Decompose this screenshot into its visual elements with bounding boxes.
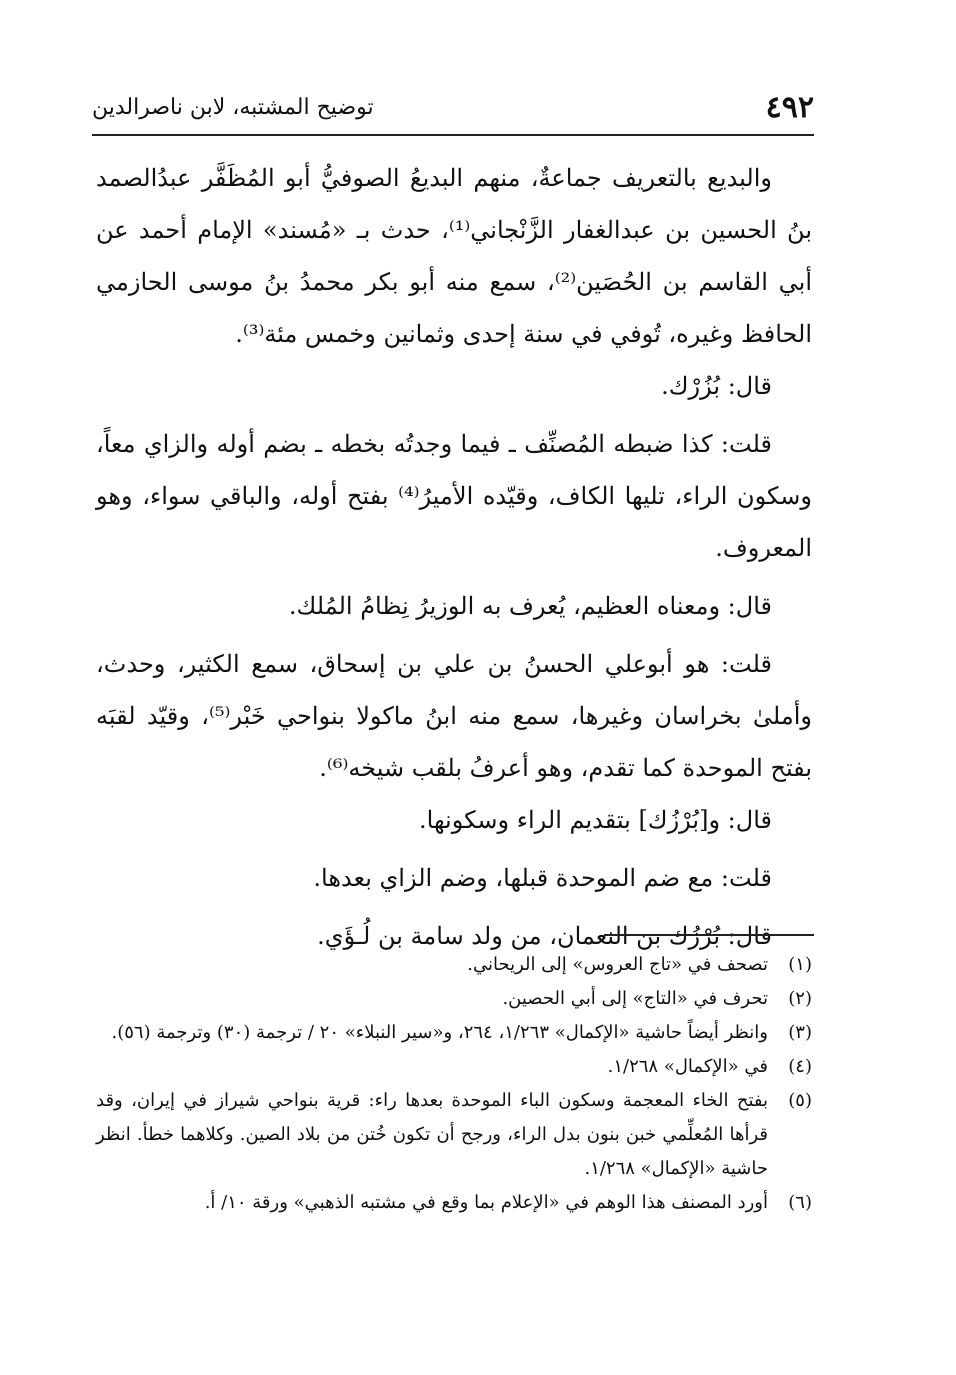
paragraph-qala-manahu: قال: ومعناه العظيم، يُعرف به الوزيرُ نِظامُ المُلك. [288, 592, 772, 620]
paragraph-qultu-dabt: قلت: كذا ضبطه المُصنِّف ـ فيما وجدتُه بخطه ـ بضم أوله والزاي معاً، وسكون الراء، تليها الكاف، وقيّده الأميرُ⁽⁴⁾ بفتح أوله، والباقي سواء، وهو المعروف. [96, 430, 812, 562]
paragraph-qultu-abu-ali: قلت: هو أبوعلي الحسنُ بن علي بن إسحاق، سمع الكثير، وحدث، وأملىٰ بخراسان وغيرها، سمع منه ابنُ ماكولا بنواحي خَبْر⁽⁵⁾، وقيّد لقبَه بفتح الموحدة كما تقدم، وهو أعرفُ بلقب شيخه⁽⁶⁾. [96, 650, 812, 782]
paragraph-qala-numan: قال: بُرْزُك بن النعمان، من ولد سامة بن لُـؤَي. [317, 922, 772, 950]
footnote-text: بفتح الخاء المعجمة وسكون الباء الموحدة بعدها راء: قرية بنواحي شيراز في إيران، وقد قرأها المُعلِّمي خبن بنون بدل الراء، ورجح أن تكون خُتن من بلاد الصين. وكلاهما خطأ. انظر حاشية «الإكمال» ١/٢٦٨. [96, 1090, 769, 1179]
main-text [96, 152, 812, 962]
page-number: ٤٩٢ [765, 90, 814, 125]
footnote-number: (٣) [788, 1022, 812, 1043]
footnote-1 [96, 948, 812, 982]
footnote-3 [96, 1016, 812, 1050]
footnote-number: (٤) [788, 1056, 812, 1077]
footnote-text: أورد المصنف هذا الوهم في «الإعلام بما وقع في مشتبه الذهبي» ورقة ١٠/ أ. [204, 1192, 768, 1213]
footnote-6 [96, 1186, 812, 1220]
footnote-5 [96, 1084, 812, 1186]
footnote-4 [96, 1050, 812, 1084]
footnotes [96, 948, 812, 1220]
page-header [92, 88, 814, 128]
paragraph-qala-burzuk: قال: و[بُرْزُك] بتقديم الراء وسكونها. [419, 806, 772, 834]
running-title: توضيح المشتبه، لابن ناصرالدين [92, 95, 374, 120]
footnote-text: في «الإكمال» ١/٢٦٨. [607, 1056, 768, 1077]
footnote-number: (٦) [788, 1192, 812, 1213]
footnote-text: تحرف في «التاج» إلى أبي الحصين. [502, 988, 768, 1009]
paragraph-qala-buzurk: قال: بُزُرْك. [661, 372, 772, 400]
header-rule [92, 134, 814, 136]
footnote-number: (١) [788, 954, 812, 975]
footnote-text: وانظر أيضاً حاشية «الإكمال» ١/٢٦٣، ٢٦٤، و«سير النبلاء» ٢٠ / ترجمة (٣٠) وترجمة (٥٦). [111, 1022, 768, 1043]
footnote-number: (٥) [788, 1090, 812, 1111]
paragraph-qultu-damm: قلت: مع ضم الموحدة قبلها، وضم الزاي بعدها. [313, 864, 772, 892]
footnote-2 [96, 982, 812, 1016]
paragraph-badi: والبديع بالتعريف جماعةٌ، منهم البديعُ الصوفيُّ أبو المُظَفَّر عبدُالصمد بنُ الحسين بن عبدالغفار الزَّنْجاني⁽¹⁾، حدث بـ «مُسند» الإمام أحمد عن أبي القاسم بن الحُصَين⁽²⁾، سمع منه أبو بكر محمدُ بنُ موسى الحازمي الحافظ وغيره، تُوفي في سنة إحدى وثمانين وخمس مئة⁽³⁾. [96, 164, 813, 348]
footnote-text: تصحف في «تاج العروس» إلى الريحاني. [467, 954, 768, 975]
footnote-number: (٢) [788, 988, 812, 1009]
footnote-rule [604, 934, 814, 936]
